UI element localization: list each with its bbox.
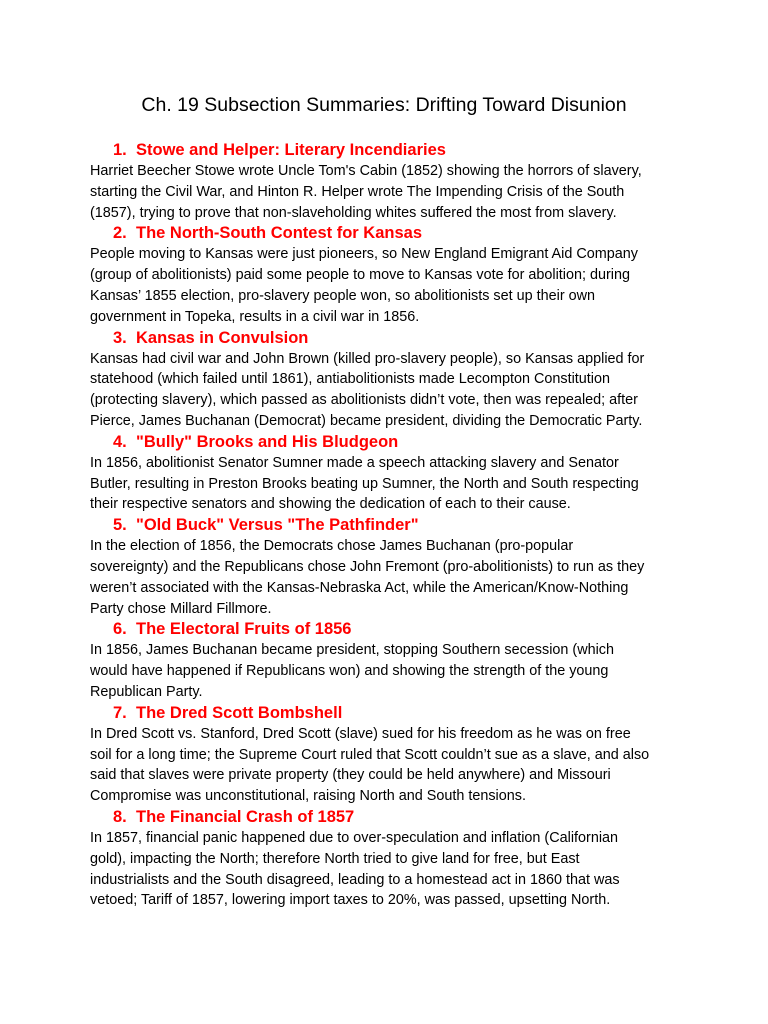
section-title: Stowe and Helper: Literary Incendiaries <box>136 141 446 159</box>
section-item <box>90 140 686 223</box>
section-summary: Kansas had civil war and John Brown (killed pro-slavery people), so Kansas applied for statehood (which failed until 1861), antiabolitionists made Lecompton Constitution (protecting slavery), which passed as abolitionists didn’t vote, then was repealed; after Pierce, James Buchanan (Democrat) became president, dividing the Democratic Party. <box>90 350 645 429</box>
section-title: Kansas in Convulsion <box>136 328 309 347</box>
section-item <box>90 515 686 619</box>
section-summary: Harriet Beecher Stowe wrote Uncle Tom's Cabin (1852) showing the horrors of slavery, starting the Civil War, and Hinton R. Helper wrote The Impending Crisis of the South (1857), trying to prove that non-slaveholding whites suffered the most from slavery. <box>90 163 642 221</box>
section-item <box>90 807 686 911</box>
section-title: "Old Buck" Versus "The Pathfinder" <box>136 516 419 535</box>
section-number: 8. <box>113 807 127 826</box>
section-heading <box>113 140 686 161</box>
section-number: 3. <box>113 328 127 347</box>
section-item <box>90 619 686 702</box>
section-number: 7. <box>113 703 127 722</box>
section-item <box>90 703 686 807</box>
section-number: 2. <box>113 224 127 243</box>
section-item <box>90 432 686 515</box>
section-summary: In the election of 1856, the Democrats chose James Buchanan (pro-popular sovereignty) and the Republicans chose John Fremont (pro-abolitionists) to run as they weren’t associated with the Kansas-Nebraska Act, while the American/Know-Nothing Party chose Millard Fillmore. <box>90 538 645 617</box>
section-title: "Bully" Brooks and His Bludgeon <box>136 432 399 451</box>
section-title: The Financial Crash of 1857 <box>136 807 355 826</box>
section-title: The Dred Scott Bombshell <box>136 703 343 722</box>
section-item <box>90 328 686 432</box>
section-heading <box>113 432 686 453</box>
section-number: 1. <box>113 141 127 159</box>
section-summary: In 1856, abolitionist Senator Sumner made a speech attacking slavery and Senator Butler, resulting in Preston Brooks beating up Sumner, the North and South respecting their respective senators and showing the dedication of each to their cause. <box>90 454 639 513</box>
section-summary: In 1856, James Buchanan became president, stopping Southern secession (which would have happened if Republicans won) and showing the strength of the young Republican Party. <box>90 642 614 700</box>
section-number: 5. <box>113 516 127 535</box>
section-heading <box>113 223 686 244</box>
section-summary: People moving to Kansas were just pioneers, so New England Emigrant Aid Company (group of abolitionists) paid some people to move to Kansas vote for abolition; during Kansas’ 1855 election, pro-slavery people won, so abolitionists set up their own government in Topeka, results in a civil war in 1856. <box>90 246 638 325</box>
section-list <box>90 140 686 911</box>
section-item <box>90 223 686 327</box>
section-heading <box>113 807 686 828</box>
section-title: The North-South Contest for Kansas <box>136 224 423 243</box>
section-number: 6. <box>113 620 127 639</box>
section-heading <box>113 328 686 349</box>
section-summary: In Dred Scott vs. Stanford, Dred Scott (slave) sued for his freedom as he was on free soil for a long time; the Supreme Court ruled that Scott couldn’t sue as a slave, and also said that slaves were private property (they could be held anywhere) and Missouri Compromise was unconstitutional, raising North and South tensions. <box>90 725 650 805</box>
section-title: The Electoral Fruits of 1856 <box>136 620 352 639</box>
section-heading <box>113 619 686 640</box>
section-summary: In 1857, financial panic happened due to over-speculation and inflation (Californian gold), impacting the North; therefore North tried to give land for free, but East industrialists and the South disagreed, leading to a homestead act in 1860 that was vetoed; Tariff of 1857, lowering import taxes to 20%, was passed, upsetting North. <box>90 829 620 909</box>
section-heading <box>113 703 686 724</box>
section-heading <box>113 515 686 536</box>
document-title: Ch. 19 Subsection Summaries: Drifting Toward Disunion <box>141 94 627 116</box>
section-number: 4. <box>113 432 127 451</box>
